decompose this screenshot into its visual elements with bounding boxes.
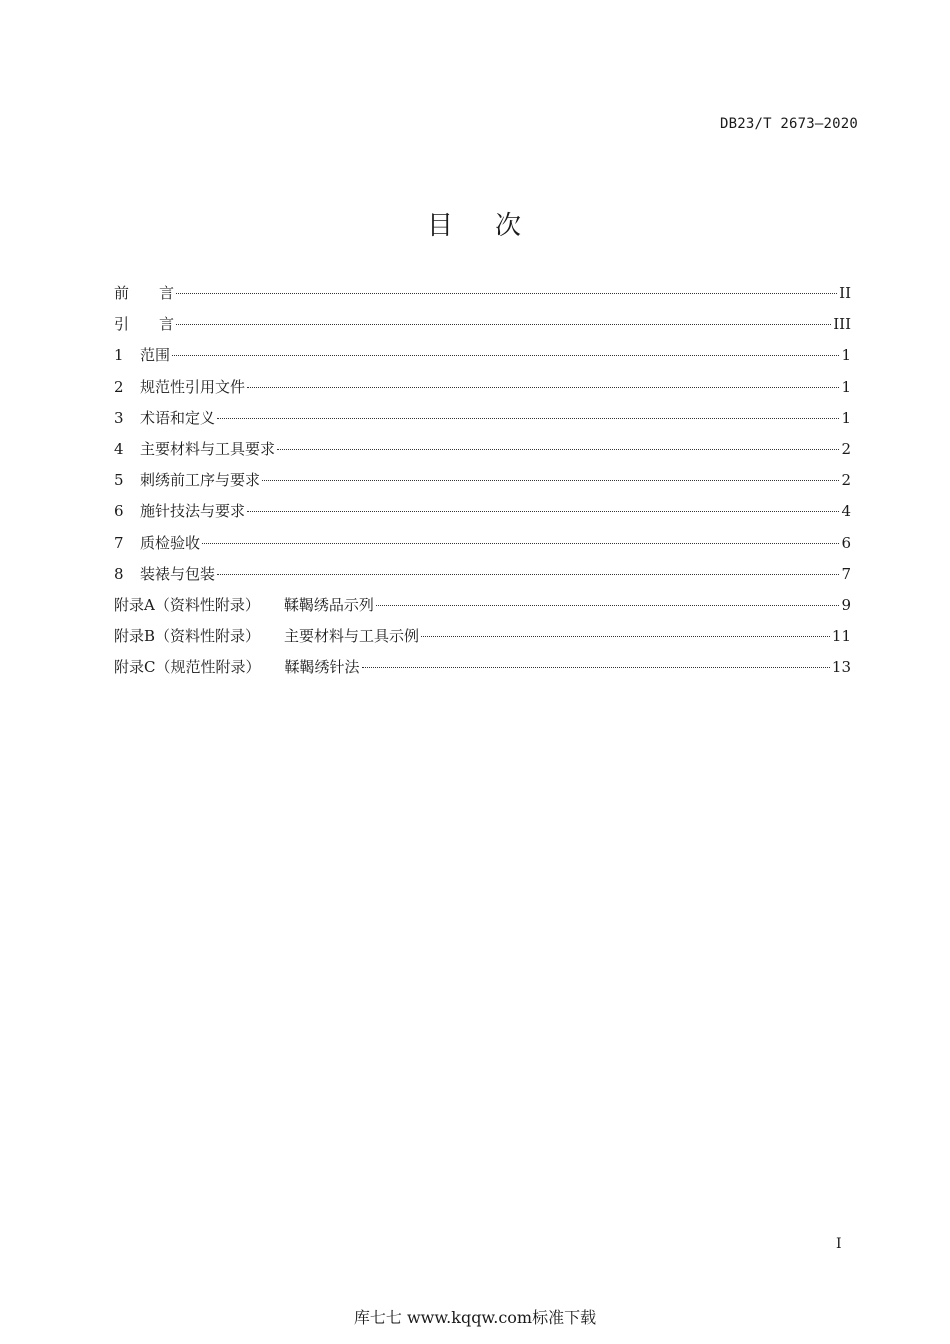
toc-entry-8[interactable] xyxy=(114,563,851,594)
toc-entry-number: 附录B（资料性附录） xyxy=(114,627,261,646)
toc-entry-page: 13 xyxy=(831,658,851,677)
leader-dots xyxy=(376,601,840,606)
toc-entry-label: 主要材料与工具示例 xyxy=(284,627,420,646)
table-of-contents xyxy=(114,282,851,687)
leader-dots xyxy=(217,570,839,575)
toc-entry-appendix-a[interactable] xyxy=(114,594,851,625)
toc-entry-page: 1 xyxy=(841,346,851,365)
toc-entry-5[interactable] xyxy=(114,469,851,500)
toc-entry-number: 附录A（资料性附录） xyxy=(114,595,260,614)
toc-entry-number: 6 xyxy=(114,502,124,521)
toc-entry-appendix-b[interactable] xyxy=(114,625,851,656)
leader-dots xyxy=(247,507,839,512)
leader-dots xyxy=(247,383,839,388)
toc-entry-2[interactable] xyxy=(114,376,851,407)
toc-entry-label: 范围 xyxy=(140,346,171,365)
toc-entry-page: 6 xyxy=(841,533,851,552)
title-char-1: 目 xyxy=(426,211,455,241)
leader-dots xyxy=(277,445,839,450)
toc-entry-label: 质检验收 xyxy=(140,533,201,552)
toc-entry-1[interactable] xyxy=(114,344,851,375)
toc-entry-page: 11 xyxy=(831,627,851,646)
toc-entry-introduction[interactable] xyxy=(114,313,851,344)
toc-entry-appendix-c[interactable] xyxy=(114,656,851,687)
toc-entry-number: 7 xyxy=(114,533,124,552)
toc-entry-number: 1 xyxy=(114,346,124,365)
toc-entry-page: 2 xyxy=(841,471,851,490)
toc-entry-number: 附录C（规范性附录） xyxy=(114,658,261,677)
toc-entry-label: 装裱与包装 xyxy=(140,564,216,583)
leader-dots xyxy=(176,320,831,325)
leader-dots xyxy=(421,632,830,637)
leader-dots xyxy=(172,351,839,356)
toc-entry-page: III xyxy=(833,315,851,334)
toc-entry-number: 2 xyxy=(114,377,124,396)
toc-entry-label: 施针技法与要求 xyxy=(140,502,246,521)
leader-dots xyxy=(176,289,837,294)
leader-dots xyxy=(202,539,839,544)
page-folio: I xyxy=(836,1236,842,1252)
toc-entry-label: 规范性引用文件 xyxy=(140,377,246,396)
toc-entry-page: II xyxy=(839,284,851,302)
footer-watermark: 库七七 www.kqqw.com标准下载 xyxy=(353,1308,597,1327)
toc-entry-page: 4 xyxy=(841,502,851,521)
toc-entry-6[interactable] xyxy=(114,500,851,531)
title-char-2: 次 xyxy=(495,211,524,241)
toc-entry-number: 3 xyxy=(114,408,124,427)
leader-dots xyxy=(217,414,839,419)
toc-entry-label: 引 言 xyxy=(114,315,175,334)
toc-entry-number: 5 xyxy=(114,471,124,490)
standard-number: DB23/T 2673—2020 xyxy=(719,116,858,132)
page-title xyxy=(0,205,950,242)
toc-entry-label: 鞣鞨绣针法 xyxy=(284,658,360,677)
toc-entry-label: 主要材料与工具要求 xyxy=(140,439,276,458)
toc-entry-page: 1 xyxy=(841,377,851,396)
toc-entry-label: 刺绣前工序与要求 xyxy=(140,471,261,490)
toc-entry-number: 4 xyxy=(114,439,124,458)
toc-entry-number: 8 xyxy=(114,564,124,583)
toc-entry-label: 前 言 xyxy=(114,284,175,302)
toc-entry-page: 2 xyxy=(841,439,851,458)
toc-entry-foreword[interactable] xyxy=(114,282,851,313)
toc-entry-label: 鞣鞨绣品示列 xyxy=(283,595,374,614)
leader-dots xyxy=(262,476,839,481)
toc-entry-page: 7 xyxy=(841,564,851,583)
toc-entry-page: 9 xyxy=(841,595,851,614)
leader-dots xyxy=(362,663,830,668)
toc-entry-4[interactable] xyxy=(114,438,851,469)
toc-entry-page: 1 xyxy=(841,408,851,427)
toc-entry-label: 术语和定义 xyxy=(140,408,216,427)
toc-entry-3[interactable] xyxy=(114,407,851,438)
toc-entry-7[interactable] xyxy=(114,532,851,563)
